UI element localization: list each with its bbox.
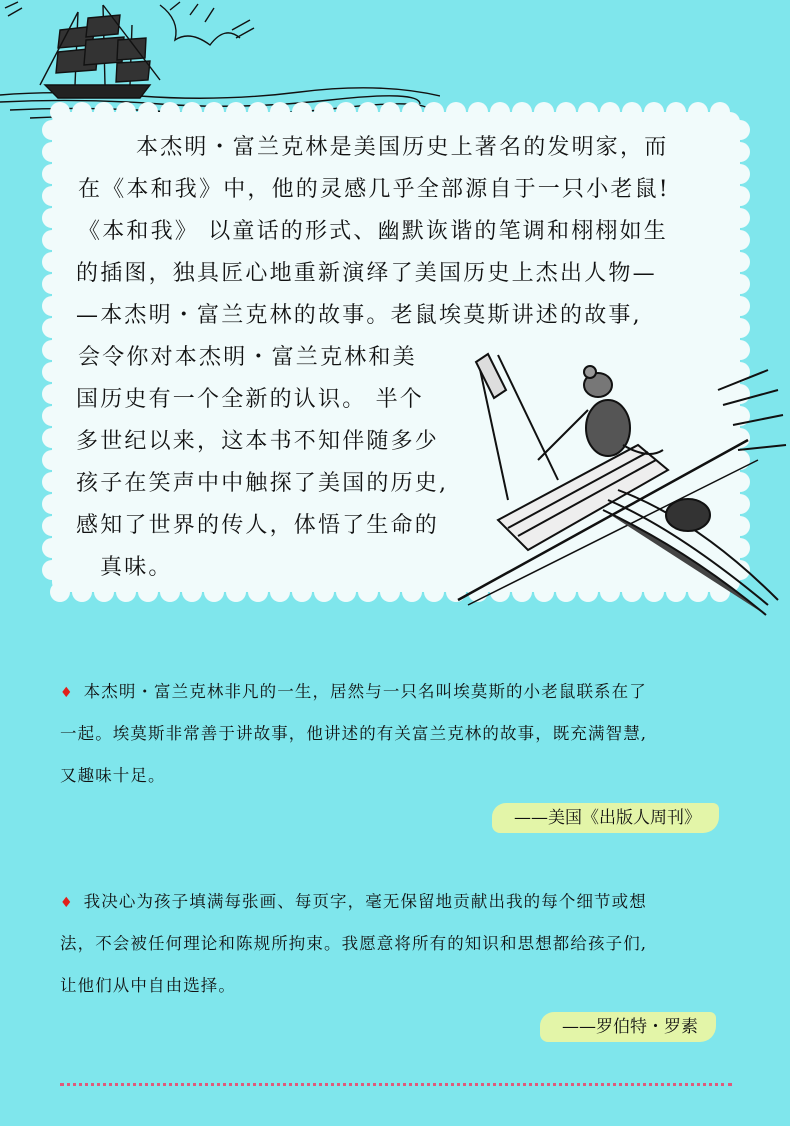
quote-line: 一起。埃莫斯非常善于讲故事，他讲述的有关富兰克林的故事，既充满智慧, xyxy=(60,724,648,743)
quote-text: 我决心为孩子填满每张画、每页字，毫无保留地贡献出我的每个细节或想 xyxy=(83,892,647,911)
intro-line: 会令你对本杰明・富兰克林和美 xyxy=(78,345,417,370)
quote-line: 又趣味十足。 xyxy=(60,766,166,785)
intro-line: 《本和我》 以童话的形式、幽默诙谐的笔调和栩栩如生 xyxy=(78,219,668,244)
quote-attribution: ——美国《出版人周刊》 xyxy=(492,803,719,833)
diamond-bullet-icon: ♦ xyxy=(60,685,74,701)
diamond-bullet-icon: ♦ xyxy=(60,895,74,911)
intro-line: 感知了世界的传人，体悟了生命的 xyxy=(76,513,440,538)
quote-line xyxy=(60,890,647,915)
intro-line: 在《本和我》中，他的灵感几乎全部源自于一只小老鼠! xyxy=(78,177,670,202)
dotted-divider xyxy=(60,1083,732,1086)
mouse-on-swing-illustration xyxy=(448,350,788,620)
intro-line: 多世纪以来，这本书不知伴随多少 xyxy=(76,429,440,454)
quote-line xyxy=(60,680,647,705)
quote-text: 本杰明・富兰克林非凡的一生，居然与一只名叫埃莫斯的小老鼠联系在了 xyxy=(83,682,647,701)
intro-line: 国历史有一个全新的认识。 半个 xyxy=(76,387,424,412)
intro-line: 的插图，独具匠心地重新演绎了美国历史上杰出人物— xyxy=(76,261,657,286)
quote-line: 让他们从中自由选择。 xyxy=(60,976,236,995)
intro-line: 本杰明・富兰克林是美国历史上著名的发明家，而 xyxy=(136,135,669,160)
intro-line: —本杰明・富兰克林的故事。老鼠埃莫斯讲述的故事, xyxy=(76,303,642,328)
intro-line: 孩子在笑声中中触探了美国的历史, xyxy=(76,471,449,496)
quote-attribution: ——罗伯特・罗素 xyxy=(540,1012,716,1042)
intro-line: 真味。 xyxy=(100,555,173,580)
quote-line: 法，不会被任何理论和陈规所拘束。我愿意将所有的知识和思想都给孩子们, xyxy=(60,934,648,953)
